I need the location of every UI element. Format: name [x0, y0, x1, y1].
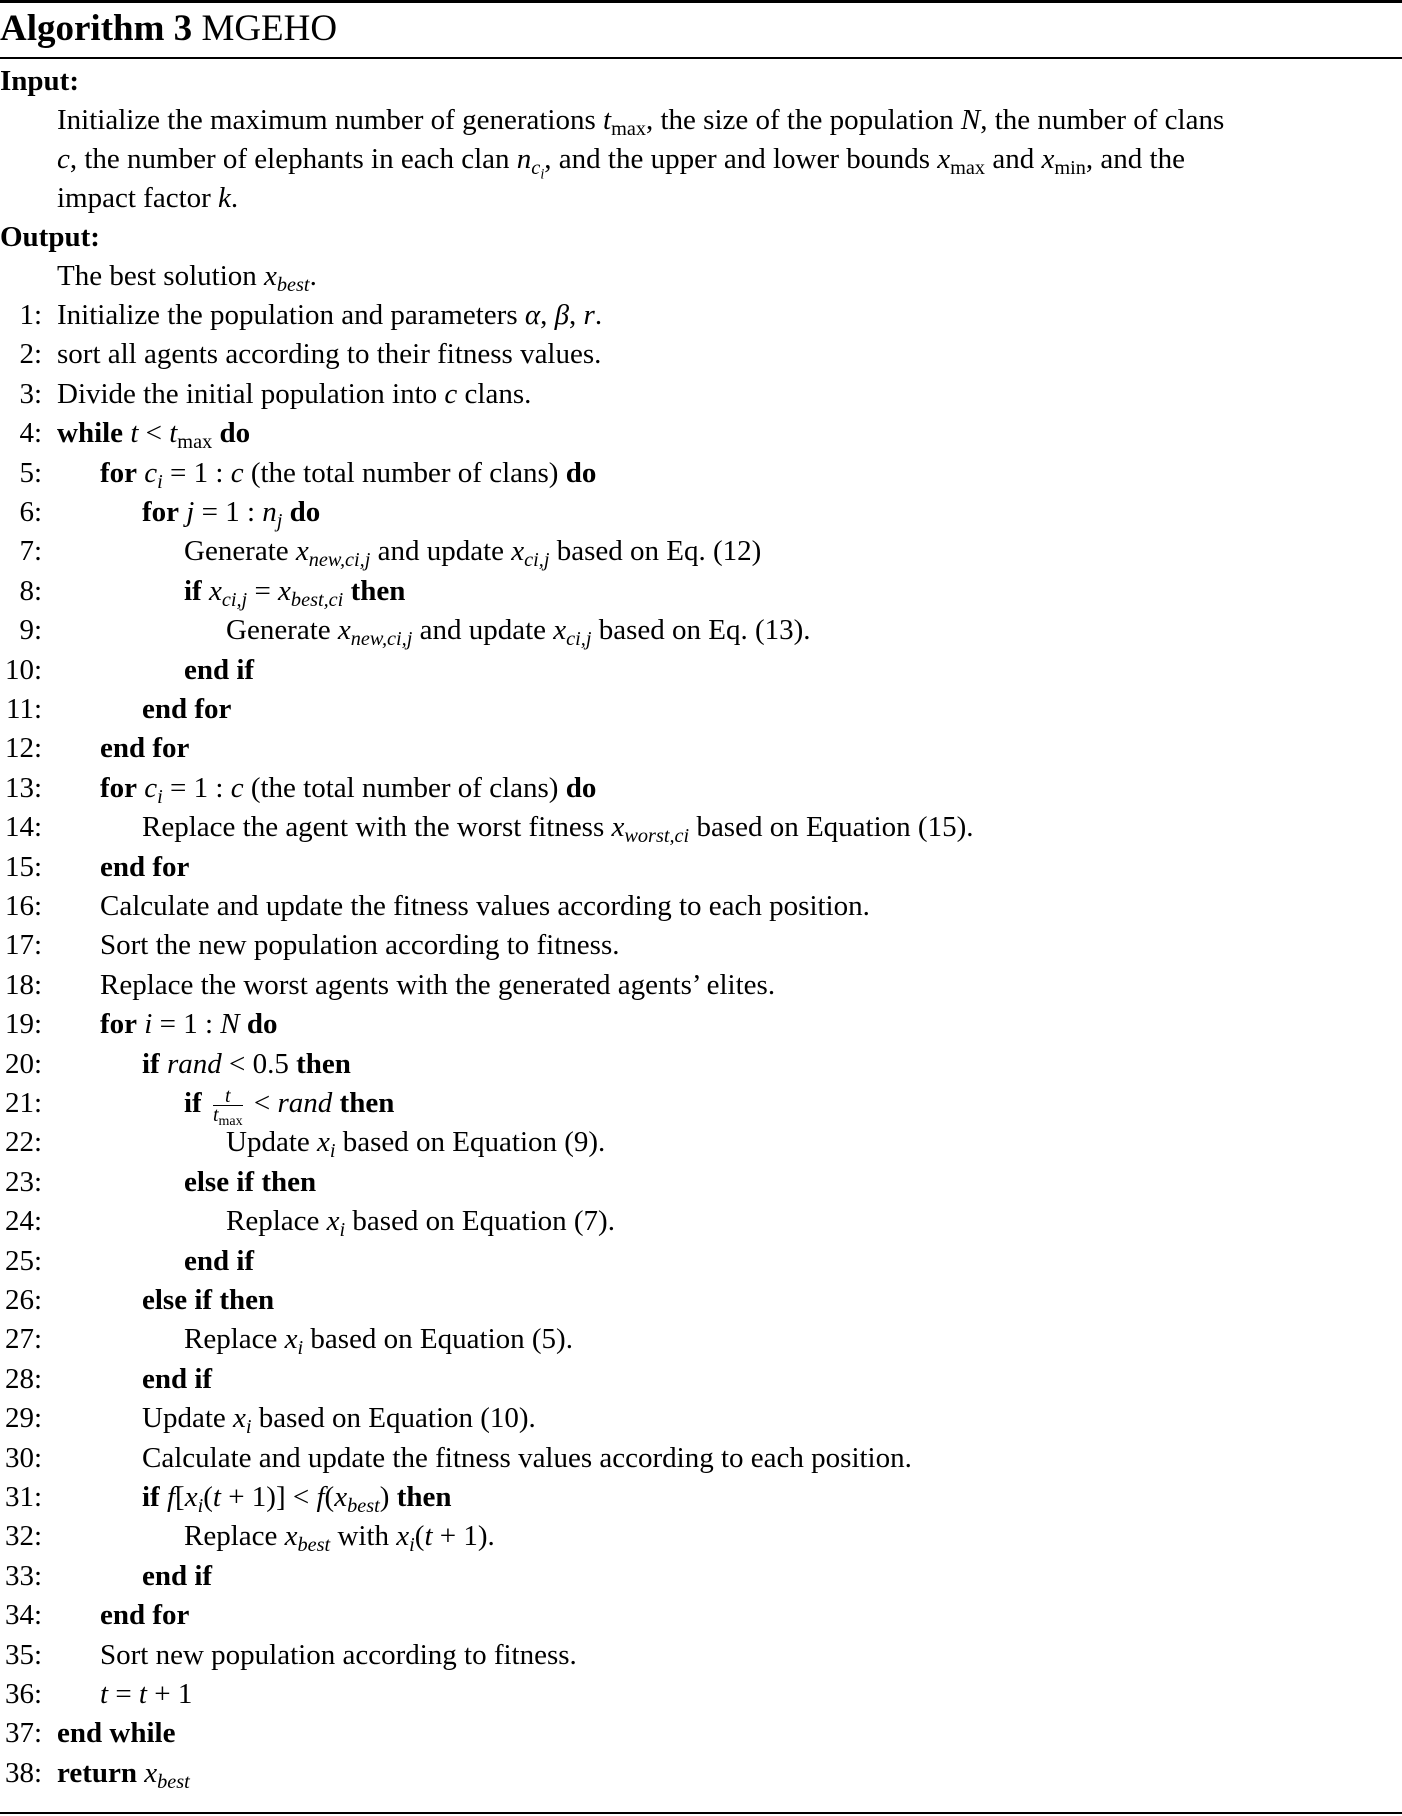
output-heading: Output:: [0, 221, 100, 253]
step-text: Generate $x_{new,ci,j}$ and update $x_{ci,j}$ based on Eq. (13).: [226, 614, 811, 651]
line-number: 17:: [4, 929, 42, 962]
line-number: 6:: [19, 496, 42, 528]
step-text: else if then: [142, 1284, 275, 1316]
input-line-2: c, the number of elephants in each clan $n_{c_i}$, and the upper and lower bounds $x_{max}$ and $x_{min}$, and the: [57, 143, 1185, 183]
step-text: Replace the worst agents with the generated agents’ elites.: [100, 968, 776, 1001]
step-text: end for: [100, 732, 190, 765]
step-text: t = t + 1: [100, 1678, 193, 1710]
algorithm-title: [0, 6, 337, 52]
line-number: 18:: [4, 968, 42, 1001]
step-text: for j = 1 : $n_j$ do: [142, 496, 321, 533]
input-line-1: Initialize the maximum number of generations $t_{max}$, the size of the population N, the number of clans: [57, 104, 1225, 141]
input-heading: Input:: [0, 65, 79, 97]
step-text: end for: [100, 850, 190, 883]
line-number: 11:: [6, 693, 42, 725]
step-text: Update $x_i$ based on Equation (10).: [142, 1402, 536, 1439]
step-text: end while: [57, 1717, 176, 1750]
line-number: 2:: [19, 338, 42, 371]
line-number: 14:: [4, 811, 42, 844]
line-number: 25:: [4, 1244, 42, 1277]
step-text: if $f[x_i(t + 1)] < f(x_{best})$ then: [142, 1481, 452, 1518]
step-text: end if: [142, 1362, 213, 1395]
line-number: 8:: [19, 574, 42, 607]
line-number: 21:: [4, 1087, 42, 1119]
step-text: if rand < 0.5 then: [142, 1047, 351, 1080]
title-rule: [0, 57, 1402, 59]
line-number: 9:: [19, 614, 42, 647]
step-text: Sort the new population according to fitness.: [100, 929, 620, 962]
step-text: return $x_{best}$: [57, 1756, 190, 1793]
line-number: 28:: [4, 1362, 42, 1395]
step-text: else if then: [184, 1165, 317, 1198]
algorithm-name: MGEHO: [201, 8, 338, 49]
step-text: Replace $x_{best}$ with $x_i(t + 1)$.: [184, 1520, 495, 1557]
step-text: Replace the agent with the worst fitness $x_{worst,ci}$ based on Equation (15).: [142, 811, 974, 848]
line-number: 30:: [4, 1441, 42, 1474]
step-text: end for: [100, 1599, 190, 1632]
step-text: if $\frac{t}{t_{max}}$ < rand then: [184, 1084, 395, 1130]
line-number: 12:: [4, 732, 42, 765]
line-number: 23:: [4, 1165, 42, 1198]
line-number: 4:: [19, 417, 42, 450]
step-text: end if: [184, 653, 255, 686]
step-text: for $c_i = 1$ : c (the total number of clans) do: [100, 456, 597, 493]
line-number: 33:: [4, 1559, 42, 1592]
line-number: 5:: [19, 456, 42, 489]
step-text: end if: [184, 1244, 255, 1277]
step-text: sort all agents according to their fitness values.: [57, 338, 602, 371]
line-number: 10:: [4, 653, 42, 686]
line-number: 7:: [19, 535, 42, 568]
line-number: 34:: [4, 1599, 42, 1632]
line-number: 31:: [4, 1481, 42, 1513]
step-text: Generate $x_{new,ci,j}$ and update $x_{ci,j}$ based on Eq. (12): [184, 535, 762, 572]
line-number: 3:: [19, 377, 42, 410]
line-number: 20:: [4, 1047, 42, 1080]
algorithm-label: Algorithm 3: [0, 8, 193, 49]
line-number: 27:: [4, 1323, 42, 1356]
line-number: 37:: [4, 1717, 42, 1750]
step-text: Calculate and update the fitness values according to each position.: [142, 1441, 912, 1474]
step-text: Divide the initial population into c clans.: [57, 377, 532, 410]
step-text: for $c_i = 1$ : c (the total number of clans) do: [100, 771, 597, 808]
line-number: 36:: [4, 1678, 42, 1710]
line-number: 22:: [4, 1126, 42, 1159]
step-text: end for: [142, 693, 232, 725]
input-line-3: impact factor k.: [57, 182, 239, 214]
step-text: end if: [142, 1559, 213, 1592]
step-text: if $x_{ci,j} = x_{best,ci}$ then: [184, 574, 406, 611]
step-text: Sort new population according to fitness.: [100, 1638, 577, 1671]
line-number: 26:: [4, 1284, 42, 1316]
line-number: 29:: [4, 1402, 42, 1435]
step-text: Replace $x_i$ based on Equation (7).: [226, 1205, 615, 1242]
step-text: Update $x_i$ based on Equation (9).: [226, 1126, 606, 1163]
line-number: 35:: [4, 1638, 42, 1671]
line-number: 19:: [4, 1008, 42, 1041]
line-number: 16:: [4, 890, 42, 922]
step-text: while $t < t_{max}$ do: [57, 417, 251, 454]
line-number: 24:: [4, 1205, 42, 1238]
line-number: 38:: [4, 1756, 42, 1789]
step-text: Initialize the population and parameters α, β, r.: [57, 299, 603, 331]
line-number: 1:: [19, 299, 42, 331]
top-rule: [0, 0, 1402, 3]
step-text: Calculate and update the fitness values according to each position.: [100, 890, 870, 922]
bottom-rule: [0, 1812, 1402, 1814]
line-number: 15:: [4, 850, 42, 883]
line-number: 32:: [4, 1520, 42, 1553]
line-number: 13:: [4, 771, 42, 804]
step-text: for i = 1 : N do: [100, 1008, 278, 1041]
step-text: Replace $x_i$ based on Equation (5).: [184, 1323, 573, 1360]
output-line: The best solution $x_{best}$.: [57, 260, 317, 297]
